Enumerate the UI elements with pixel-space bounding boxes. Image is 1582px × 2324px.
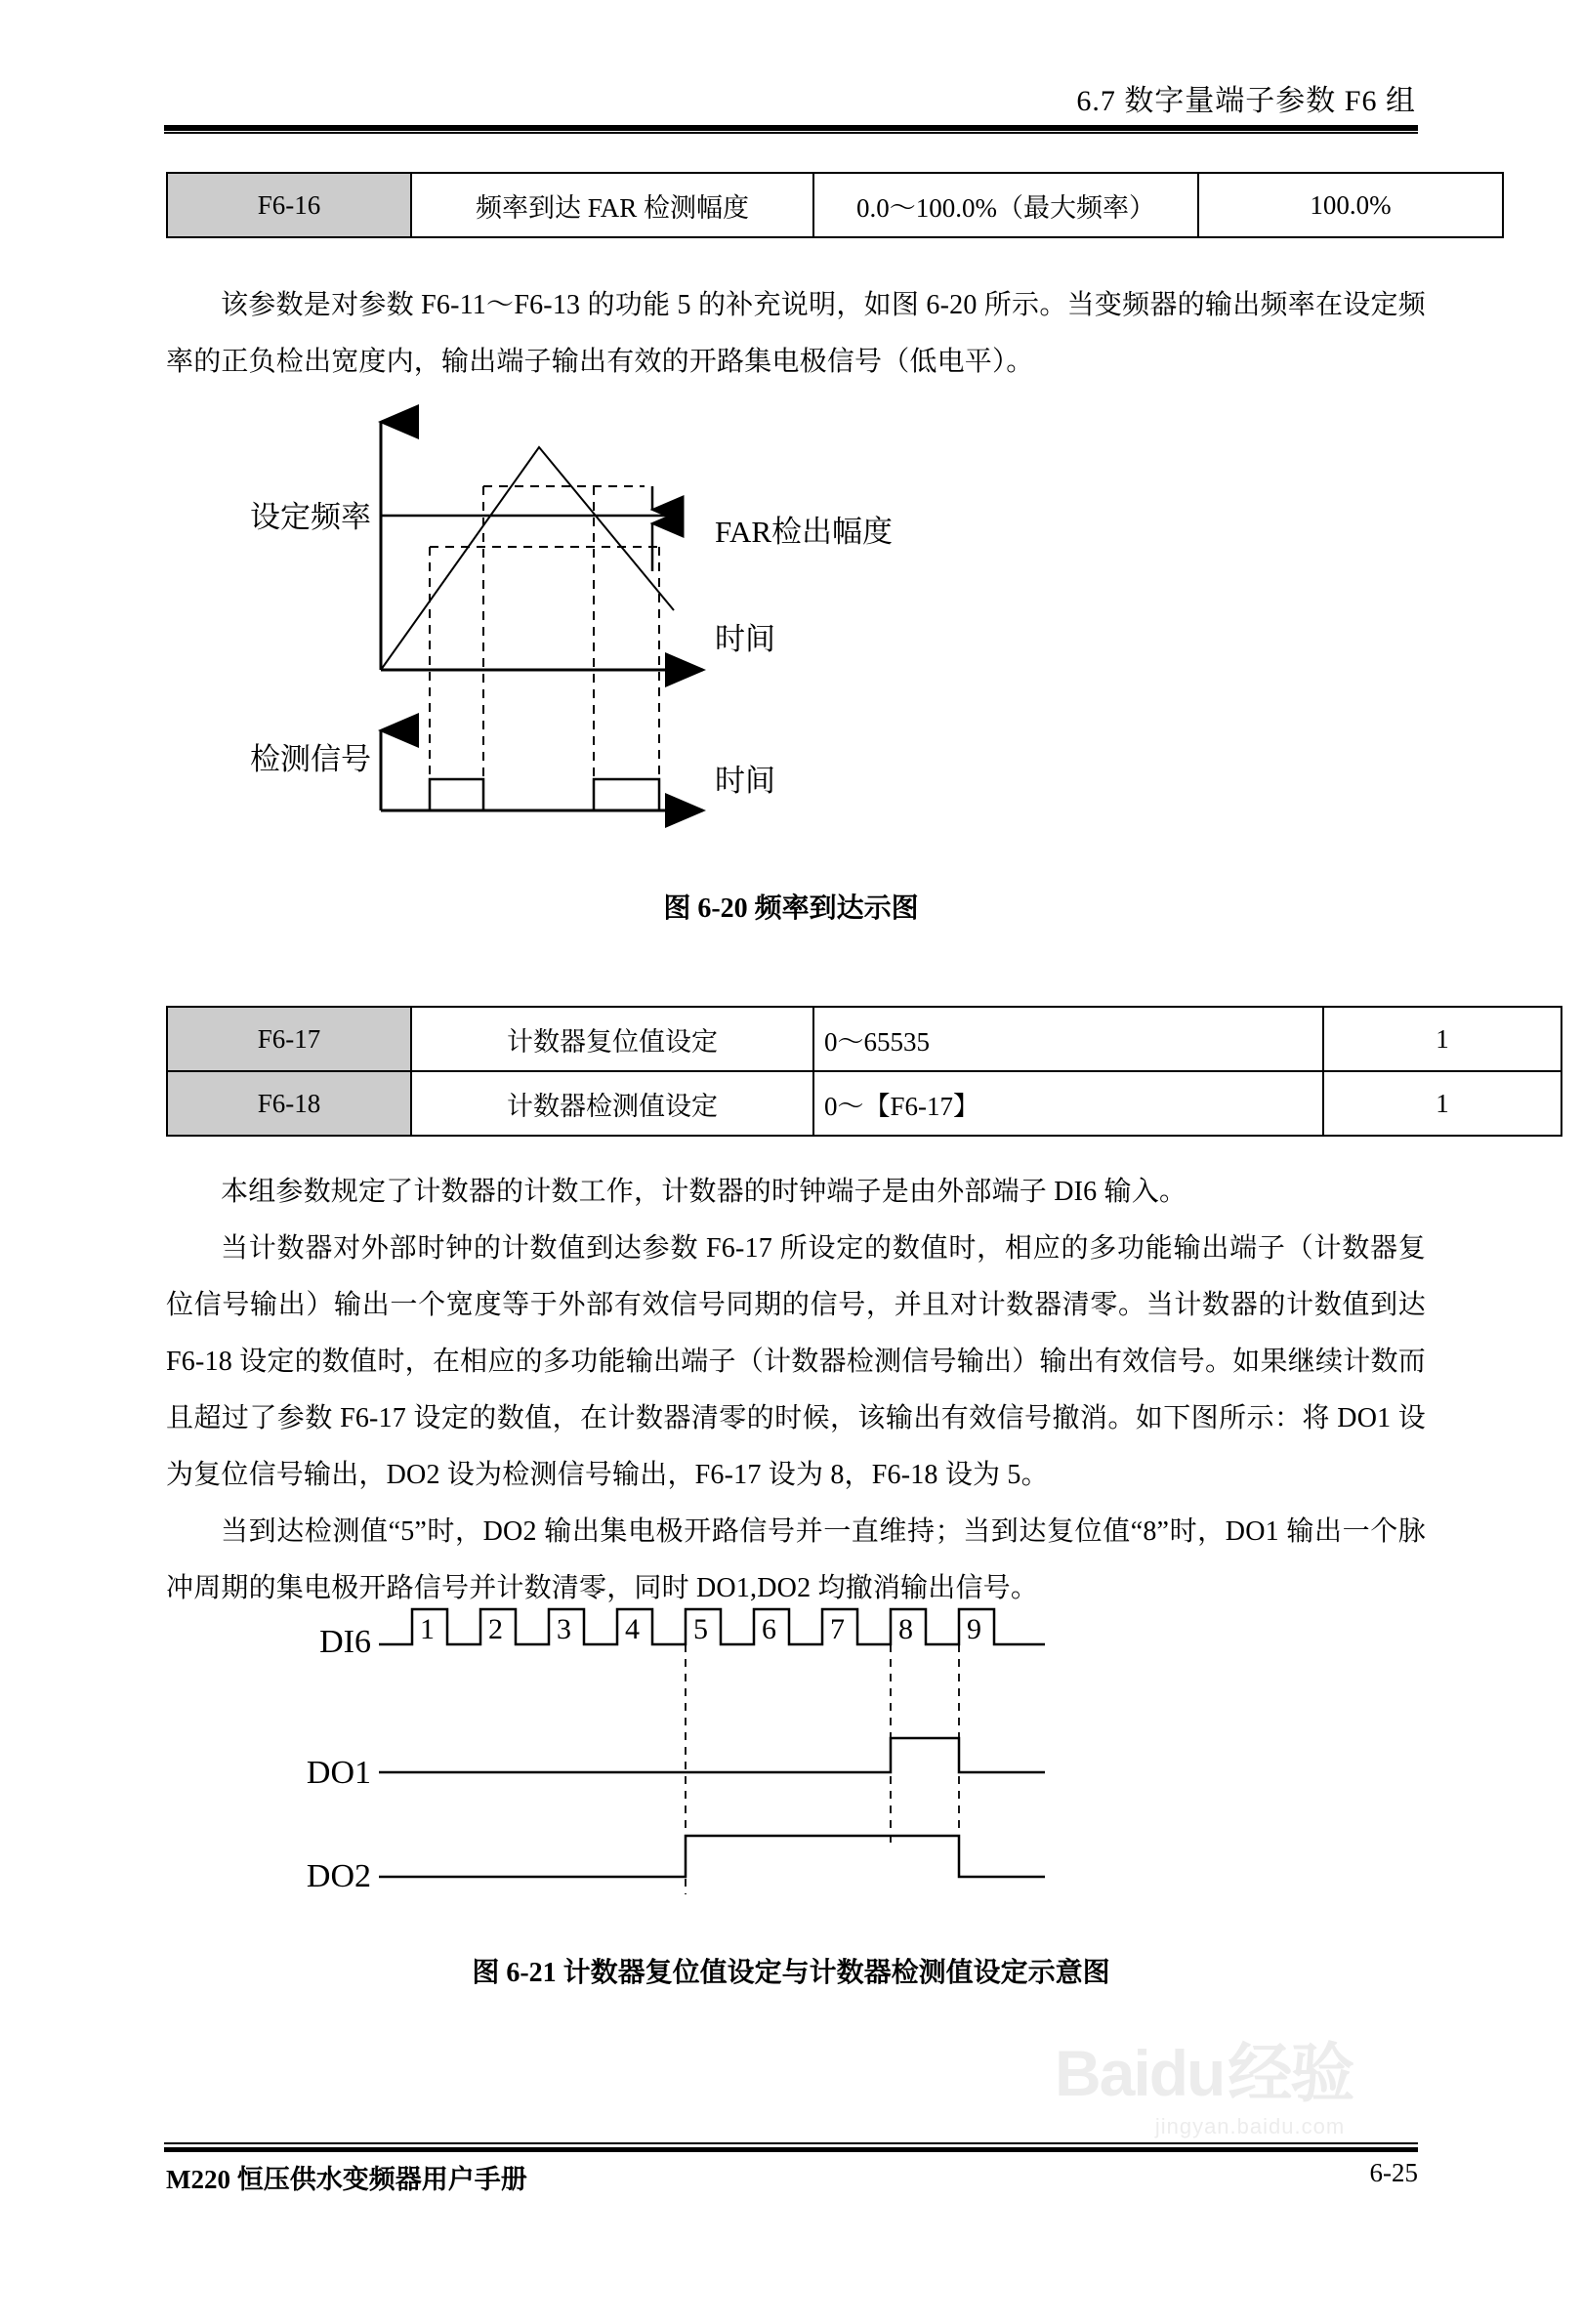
label-do1: DO1 <box>306 1755 371 1791</box>
pulse-number: 1 <box>420 1613 435 1645</box>
param-range: 0.0～100.0%（最大频率） <box>813 173 1198 237</box>
param-name: 计数器检测值设定 <box>411 1071 813 1136</box>
param-default: 1 <box>1323 1007 1561 1071</box>
label-time-lower: 时间 <box>715 764 775 798</box>
watermark-url: jingyan.baidu.com <box>1154 2114 1346 2138</box>
param-code: F6-16 <box>167 173 411 237</box>
watermark-brand <box>1055 2021 1445 2114</box>
label-far-amplitude: FAR检出幅度 <box>715 515 894 549</box>
header-divider-thin <box>164 132 1418 134</box>
param-range: 0～【F6-17】 <box>813 1071 1323 1136</box>
paragraph-text: 该参数是对参数 F6-11～F6-13 的功能 5 的补充说明，如图 6-20 所示。当变频器的输出频率在设定频率的正负检出宽度内，输出端子输出有效的开路集电极信号（低电平）。 <box>166 290 1426 377</box>
table-row <box>167 173 1503 237</box>
table-row <box>167 1071 1561 1136</box>
pulse-number: 9 <box>967 1613 981 1645</box>
watermark-brand-cn: 经验 <box>1228 2037 1353 2109</box>
detect-signal-waveform <box>381 779 693 810</box>
label-di6: DI6 <box>319 1624 371 1660</box>
paragraph-f616-description <box>166 277 1426 391</box>
frequency-arrival-svg <box>234 400 1270 869</box>
frequency-ramp-curve <box>381 447 674 670</box>
figure-frequency-arrival-diagram <box>234 400 1270 874</box>
baidu-watermark <box>1055 2021 1445 2158</box>
pulse-number: 2 <box>488 1613 503 1645</box>
pulse-number: 5 <box>693 1613 708 1645</box>
di6-pulse-waveform <box>379 1609 1045 1644</box>
param-code: F6-17 <box>167 1007 411 1071</box>
param-default: 100.0% <box>1198 173 1503 237</box>
label-set-frequency: 设定频率 <box>250 500 371 534</box>
header-divider-thick <box>164 125 1418 131</box>
pulse-number: 3 <box>557 1613 571 1645</box>
page-header-section-title: 6.7 数字量端子参数 F6 组 <box>1076 85 1416 117</box>
watermark-brand-text: Baidu <box>1055 2037 1225 2109</box>
parameter-table-f616 <box>166 172 1504 238</box>
param-name: 计数器复位值设定 <box>411 1007 813 1071</box>
pulse-number: 8 <box>898 1613 913 1645</box>
footer-manual-title: M220 恒压供水变频器用户手册 <box>166 2165 527 2194</box>
paragraph-text: 当到达检测值“5”时，DO2 输出集电极开路信号并一直维持；当到达复位值“8”时，DO1 输出一个脉冲周期的集电极开路信号并计数清零，同时 DO1,DO2 均撤消输出信号。 <box>166 1516 1426 1603</box>
footer-page-number: 6-25 <box>1369 2158 1418 2187</box>
do2-waveform <box>379 1836 1045 1877</box>
do1-waveform <box>379 1738 1045 1772</box>
paragraph-text: 本组参数规定了计数器的计数工作，计数器的时钟端子是由外部端子 DI6 输入。 <box>221 1177 1187 1207</box>
counter-timing-svg <box>273 1601 1309 1924</box>
param-range: 0～65535 <box>813 1007 1323 1071</box>
paragraph-counter-description <box>166 1164 1426 1617</box>
pulse-number: 7 <box>830 1613 845 1645</box>
label-detect-signal: 检测信号 <box>250 742 371 776</box>
param-name: 频率到达 FAR 检测幅度 <box>411 173 813 237</box>
footer-divider-thin <box>164 2142 1418 2144</box>
figure-2-caption: 图 6-21 计数器复位值设定与计数器检测值设定示意图 <box>472 1958 1110 1988</box>
label-time-upper: 时间 <box>715 622 775 656</box>
pulse-number: 6 <box>762 1613 776 1645</box>
param-code: F6-18 <box>167 1071 411 1136</box>
parameter-table-counter <box>166 1006 1562 1137</box>
figure-1-caption: 图 6-20 频率到达示图 <box>663 893 919 924</box>
pulse-number: 4 <box>625 1613 640 1645</box>
figure-counter-timing-diagram <box>273 1601 1309 1929</box>
footer-divider-thick <box>164 2147 1418 2152</box>
table-row <box>167 1007 1561 1071</box>
label-do2: DO2 <box>306 1858 371 1894</box>
paragraph-text: 当计数器对外部时钟的计数值到达参数 F6-17 所设定的数值时，相应的多功能输出端子（计数器复位信号输出）输出一个宽度等于外部有效信号同期的信号，并且对计数器清零。当计数器的计数值到达 F6-18 设定的数值时，在相应的多功能输出端子（计数器检测信号输出）输出有效信号。如果继续计数而且超过了参数 F6-17 设定的数值，在计数器清零的时候，该输出有效信号撤消。如下图所示：将 DO1 设为复位信号输出，DO2 设为检测信号输出，F6-17 设为 8，F6-18 设为 5。 <box>166 1233 1426 1490</box>
param-default: 1 <box>1323 1071 1561 1136</box>
